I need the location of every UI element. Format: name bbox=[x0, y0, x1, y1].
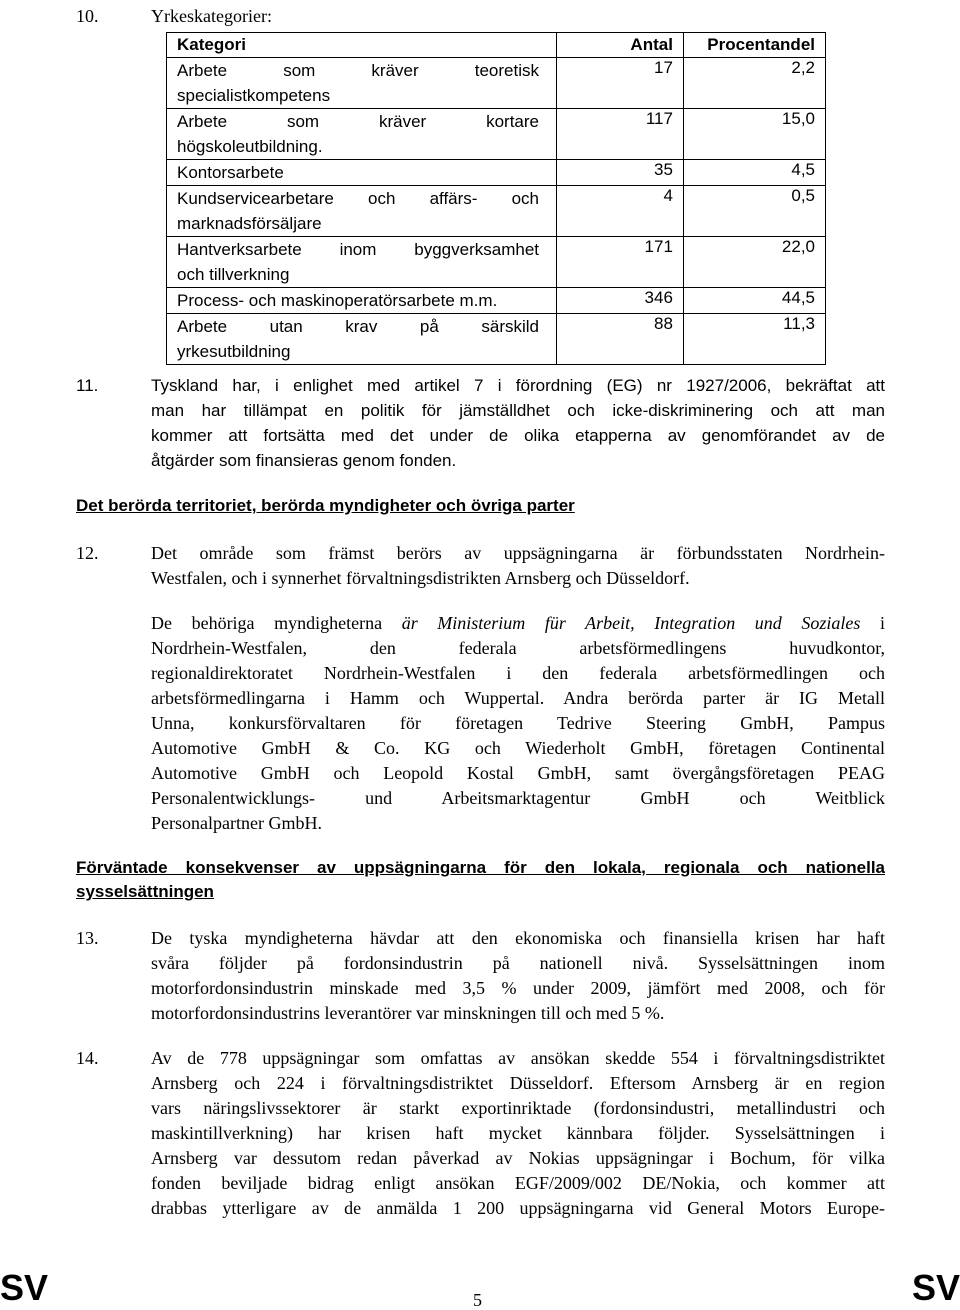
category-cell bbox=[167, 314, 557, 365]
paragraph-12b-line: Personalpartner GmbH. bbox=[151, 813, 322, 833]
table-row bbox=[167, 160, 826, 186]
paragraph-12b-line: Automotive GmbH och Leopold Kostal GmbH, samt övergångsföretagen PEAG bbox=[151, 763, 885, 783]
paragraph-12b-first-line bbox=[151, 611, 885, 635]
table-row bbox=[167, 186, 826, 237]
header-count: Antal bbox=[556, 33, 683, 58]
section-heading-territory: Det berörda territoriet, berörda myndigheter och övriga parter bbox=[76, 496, 575, 515]
paragraph-12b-line: Automotive GmbH & Co. KG och Wiederholt GmbH, företagen Continental bbox=[151, 738, 885, 758]
paragraph-14-line: fonden beviljade bidrag enligt ansökan EGF/2009/002 DE/Nokia, och kommer att bbox=[151, 1173, 885, 1193]
category-cell bbox=[167, 58, 557, 109]
category-line: Arbete utan krav på särskild bbox=[177, 317, 539, 336]
header-percent: Procentandel bbox=[683, 33, 825, 58]
footer-language-left: SV bbox=[0, 1267, 49, 1308]
paragraph-13-line: motorfordonsindustrins leverantörer var minskningen till och med 5 %. bbox=[151, 1003, 665, 1023]
table-row bbox=[167, 314, 826, 365]
paragraph-11-number: 11. bbox=[76, 376, 99, 395]
category-cell bbox=[167, 160, 557, 186]
category-line: Kontorsarbete bbox=[177, 163, 284, 182]
percent-cell: 4,5 bbox=[683, 160, 825, 186]
paragraph-11-line: kommer att fortsätta med det under de olika etapperna av genomförandet av de bbox=[151, 426, 885, 445]
count-cell: 17 bbox=[556, 58, 683, 109]
section-10-title: Yrkeskategorier: bbox=[151, 6, 272, 26]
table-row bbox=[167, 288, 826, 314]
paragraph-13-line: svåra följder på fordonsindustrin på nationell nivå. Sysselsättningen inom bbox=[151, 953, 885, 973]
category-line: Process- och maskinoperatörsarbete m.m. bbox=[177, 291, 498, 310]
paragraph-13-line: De tyska myndigheterna hävdar att den ekonomiska och finansiella krisen har haft bbox=[151, 928, 885, 948]
category-line: specialistkompetens bbox=[177, 86, 331, 105]
category-cell bbox=[167, 237, 557, 288]
paragraph-14-line: drabbas ytterligare av de anmälda 1 200 uppsägningarna vid General Motors Europe- bbox=[151, 1198, 885, 1218]
category-line: Arbete som kräver teoretisk bbox=[177, 61, 539, 80]
paragraph-14-line: Arnsberg och 224 i förvaltningsdistriktet Düsseldorf. Eftersom Arnsberg är en region bbox=[151, 1073, 885, 1093]
count-cell: 171 bbox=[556, 237, 683, 288]
paragraph-14-line: vars näringslivssektorer är starkt exportinriktade (fordonsindustri, metallindustri och bbox=[151, 1098, 885, 1118]
paragraph-12-line: Westfalen, och i synnerhet förvaltningsdistrikten Arnsberg och Düsseldorf. bbox=[151, 568, 690, 588]
paragraph-14-line: maskintillverkning) har krisen haft mycket kännbara följder. Sysselsättningen i bbox=[151, 1123, 885, 1143]
count-cell: 117 bbox=[556, 109, 683, 160]
paragraph-12-number: 12. bbox=[76, 543, 99, 563]
section-heading-consequences-cont: sysselsättningen bbox=[76, 882, 214, 901]
header-category: Kategori bbox=[167, 33, 557, 58]
ministry-name: är Ministerium für Arbeit, Integration und Soziales bbox=[401, 613, 861, 633]
table-row bbox=[167, 237, 826, 288]
table-row bbox=[167, 109, 826, 160]
category-line: högskoleutbildning. bbox=[177, 137, 323, 156]
category-line: Hantverksarbete inom byggverksamhet bbox=[177, 240, 539, 259]
occupation-category-table bbox=[166, 32, 826, 365]
paragraph-12b-line: arbetsförmedlingarna i Hamm och Wuppertal. Andra berörda parter är IG Metall bbox=[151, 688, 885, 708]
percent-cell: 15,0 bbox=[683, 109, 825, 160]
paragraph-12b-line: Unna, konkursförvaltaren för företagen Tedrive Steering GmbH, Pampus bbox=[151, 713, 885, 733]
category-cell bbox=[167, 109, 557, 160]
table-row bbox=[167, 58, 826, 109]
category-line: Arbete som kräver kortare bbox=[177, 112, 539, 131]
section-10-number: 10. bbox=[76, 6, 99, 26]
paragraph-12-line: Det område som främst berörs av uppsägningarna är förbundsstaten Nordrhein- bbox=[151, 543, 885, 563]
page-number: 5 bbox=[473, 1290, 482, 1310]
paragraph-12b-line: Nordrhein-Westfalen, den federala arbetsförmedlingens huvudkontor, bbox=[151, 638, 885, 658]
percent-cell: 2,2 bbox=[683, 58, 825, 109]
category-line: marknadsförsäljare bbox=[177, 214, 322, 233]
percent-cell: 22,0 bbox=[683, 237, 825, 288]
text-segment: De behöriga myndigheterna bbox=[151, 613, 402, 633]
percent-cell: 44,5 bbox=[683, 288, 825, 314]
category-line: yrkesutbildning bbox=[177, 342, 291, 361]
text-segment: i bbox=[860, 613, 885, 633]
paragraph-12b-line: Personalentwicklungs- und Arbeitsmarktagentur GmbH och Weitblick bbox=[151, 788, 885, 808]
paragraph-14-line: Arnsberg var dessutom redan påverkad av Nokias uppsägningar i Bochum, för vilka bbox=[151, 1148, 885, 1168]
paragraph-12b-line: regionaldirektoratet Nordrhein-Westfalen i den federala arbetsförmedlingen och bbox=[151, 663, 885, 683]
paragraph-13-number: 13. bbox=[76, 928, 99, 948]
count-cell: 4 bbox=[556, 186, 683, 237]
count-cell: 35 bbox=[556, 160, 683, 186]
percent-cell: 0,5 bbox=[683, 186, 825, 237]
section-heading-consequences: Förväntade konsekvenser av uppsägningarna för den lokala, regionala och nationella bbox=[76, 858, 885, 877]
footer-language-right: SV bbox=[911, 1267, 960, 1308]
percent-cell: 11,3 bbox=[683, 314, 825, 365]
paragraph-14-line: Av de 778 uppsägningar som omfattas av ansökan skedde 554 i förvaltningsdistriktet bbox=[151, 1048, 885, 1068]
paragraph-11-line: Tyskland har, i enlighet med artikel 7 i förordning (EG) nr 1927/2006, bekräftat att bbox=[151, 376, 885, 395]
count-cell: 88 bbox=[556, 314, 683, 365]
paragraph-14-number: 14. bbox=[76, 1048, 99, 1068]
category-cell bbox=[167, 288, 557, 314]
table-header-row bbox=[167, 33, 826, 58]
category-cell bbox=[167, 186, 557, 237]
category-line: och tillverkning bbox=[177, 265, 290, 284]
category-line: Kundservicearbetare och affärs- och bbox=[177, 189, 539, 208]
paragraph-13-line: motorfordonsindustrin minskade med 3,5 % under 2009, jämfört med 2008, och för bbox=[151, 978, 885, 998]
paragraph-11-line: åtgärder som finansieras genom fonden. bbox=[151, 451, 457, 470]
paragraph-11-line: man har tillämpat en politik för jämställdhet och icke-diskriminering och att man bbox=[151, 401, 885, 420]
count-cell: 346 bbox=[556, 288, 683, 314]
